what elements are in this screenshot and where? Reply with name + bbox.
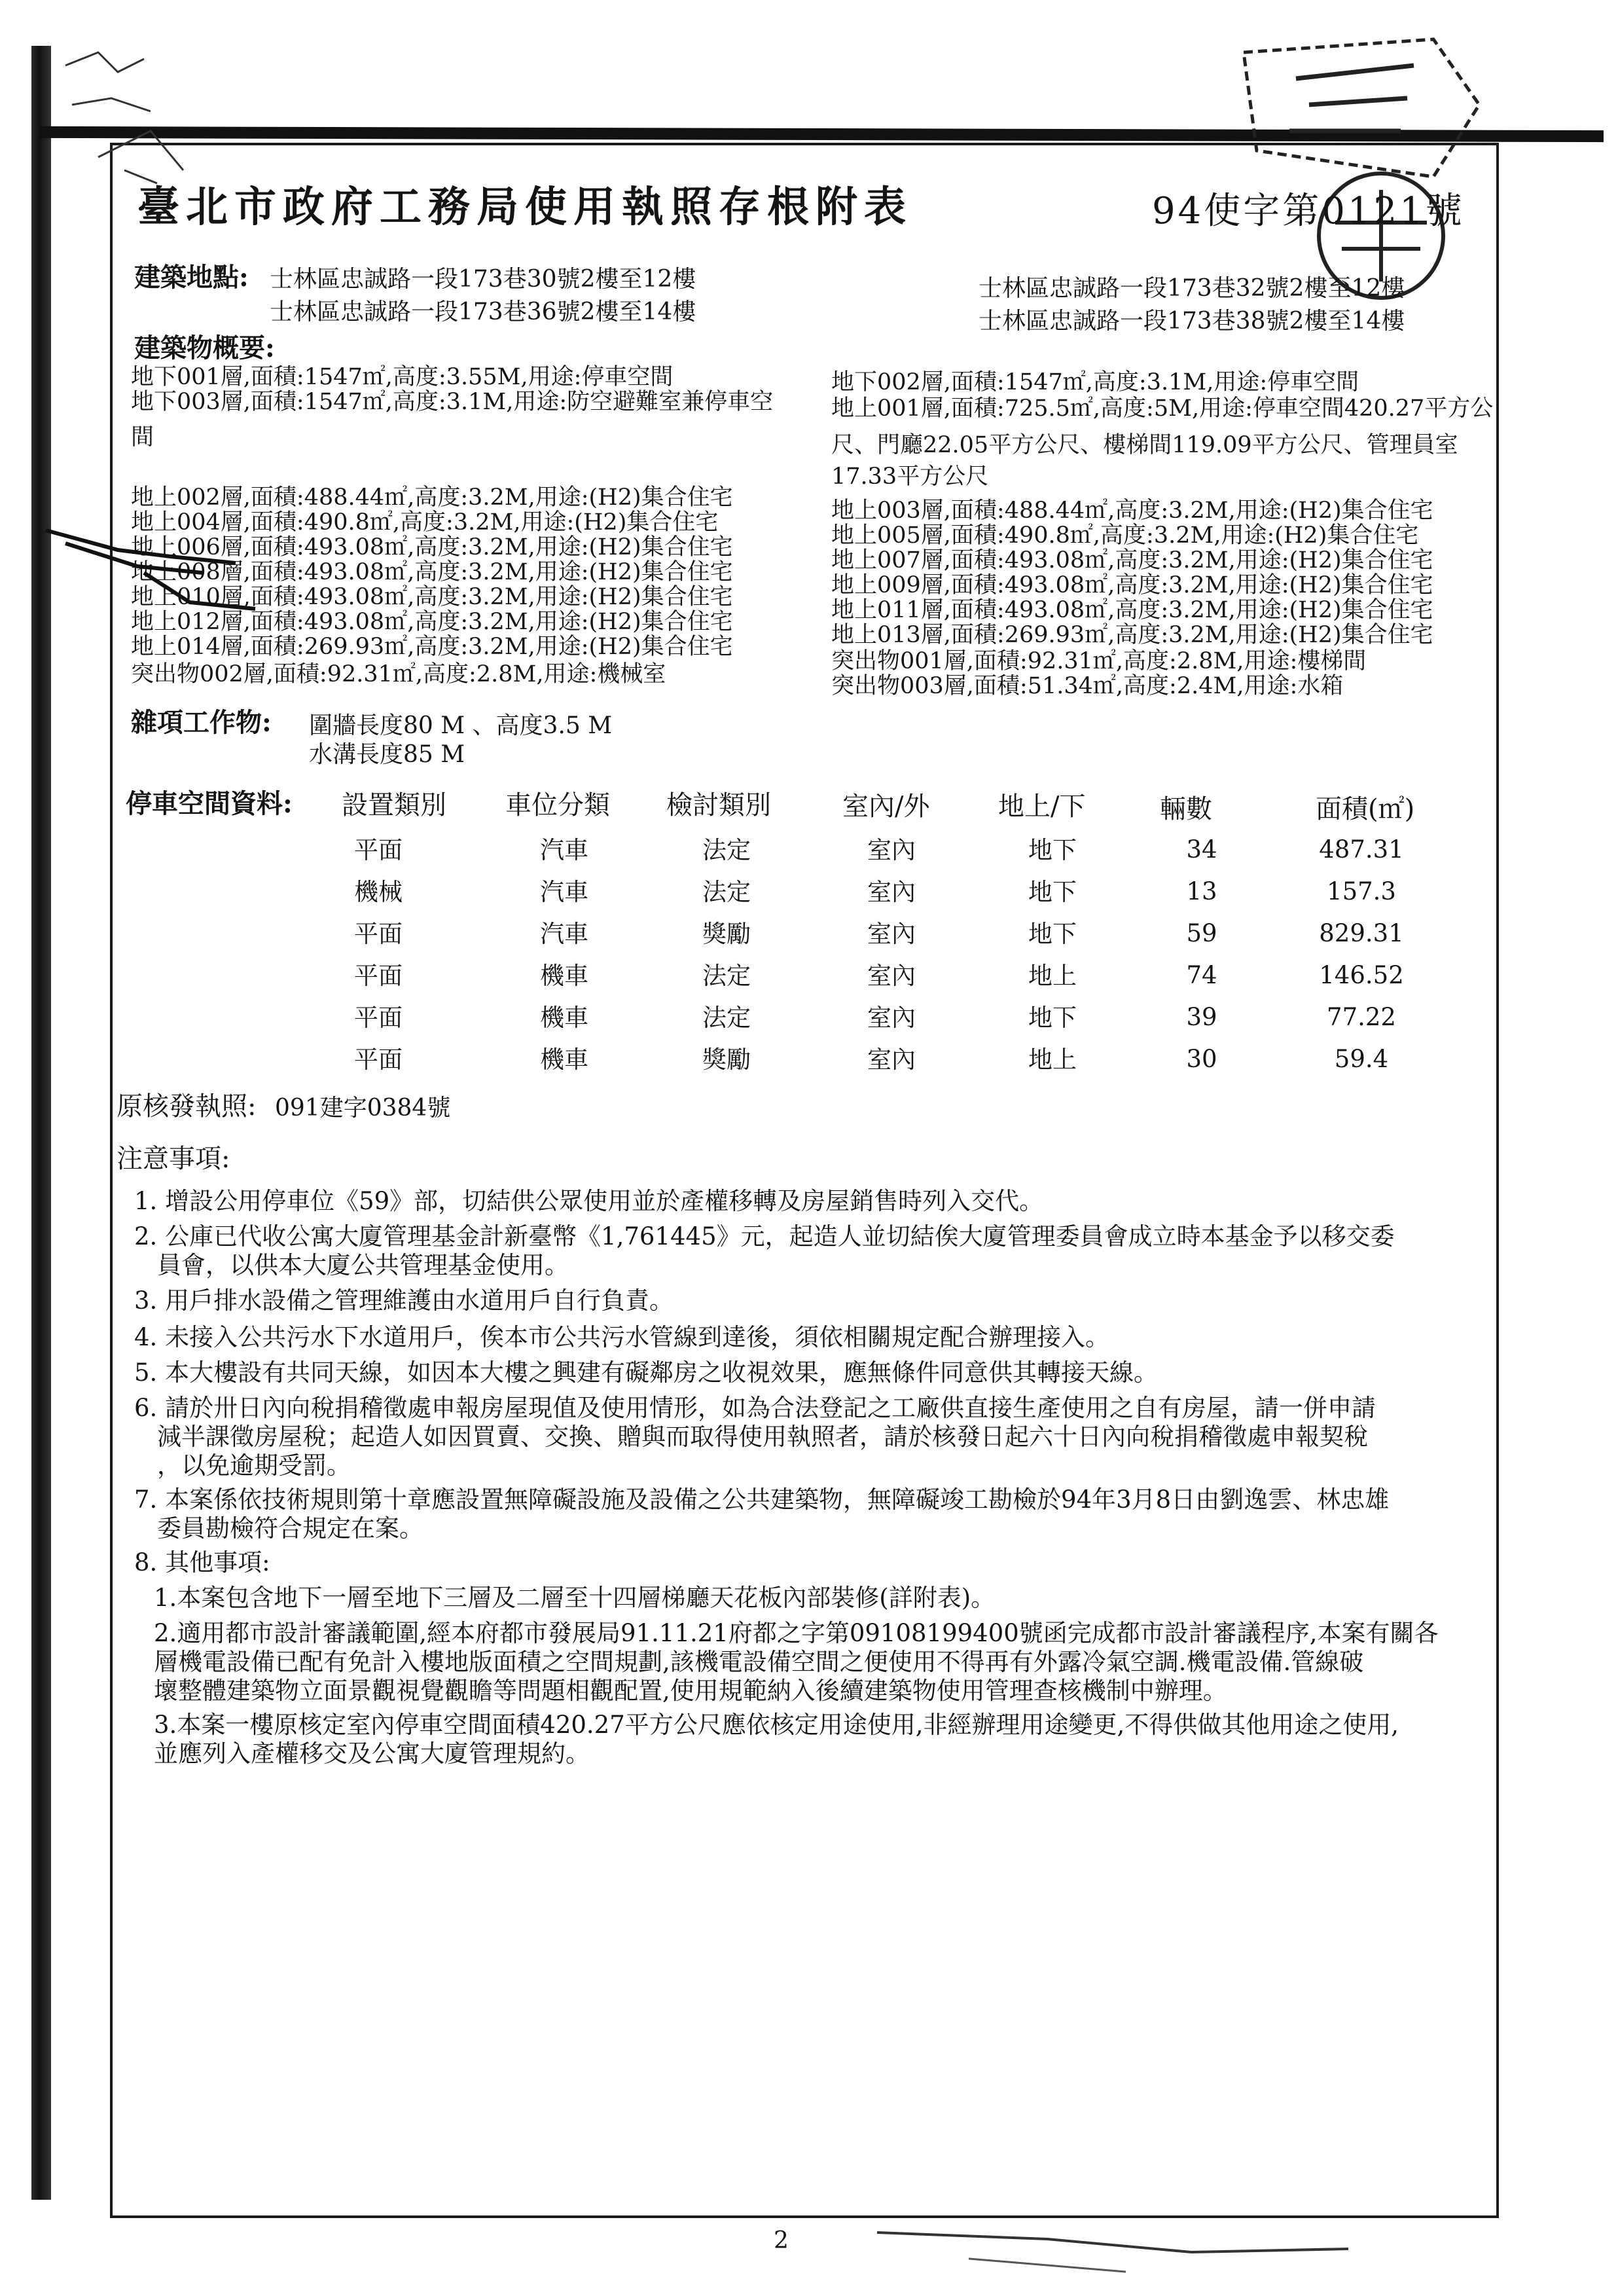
parking-cell: 59 <box>1186 919 1217 947</box>
parking-header: 面積(㎡) <box>1316 794 1415 824</box>
parking-cell: 地上 <box>1028 1046 1077 1074</box>
parking-cell: 室內 <box>867 962 916 990</box>
parking-cell: 汽車 <box>540 836 588 864</box>
parking-cell: 平面 <box>354 836 403 864</box>
parking-cell: 汽車 <box>540 878 588 906</box>
parking-header: 室內/外 <box>842 792 930 822</box>
permit-number: 94使字第0121號 <box>1152 190 1465 232</box>
note-line: 員會，以供本大廈公共管理基金使用。 <box>157 1251 569 1279</box>
note-line: 層機電設備已配有免計入樓地版面積之空間規劃,該機電設備空間之便使用不得再有外露冷氣空調.機電設備.管線破 <box>154 1648 1364 1676</box>
parking-cell: 77.22 <box>1327 1003 1396 1031</box>
note-line: 4. 未接入公共污水下水道用戶，俟本市公共污水管線到達後，須依相關規定配合辦理接入。 <box>134 1323 1110 1351</box>
overview-label: 建築物概要: <box>134 333 275 363</box>
site-address-4: 士林區忠誠路一段173巷38號2樓至14樓 <box>979 308 1405 335</box>
note-line: ，以免逾期受罰。 <box>157 1451 351 1480</box>
misc-line: 水溝長度85 M <box>309 741 465 768</box>
original-permit-value: 091建字0384號 <box>275 1095 451 1121</box>
parking-cell: 室內 <box>867 878 916 906</box>
note-line: 3.本案一樓原核定室內停車空間面積420.27平方公尺應依核定用途使用,非經辦理用途變更,不得供做其他用途之使用, <box>154 1711 1399 1739</box>
parking-cell: 13 <box>1186 877 1217 905</box>
parking-cell: 地上 <box>1028 962 1077 990</box>
overview-left-line: 地上006層,面積:493.08㎡,高度:3.2M,用途:(H2)集合住宅 <box>131 534 733 560</box>
misc-label: 雜項工作物: <box>131 707 272 738</box>
parking-cell: 平面 <box>354 1046 403 1074</box>
parking-cell: 機車 <box>540 1046 588 1074</box>
parking-cell: 法定 <box>702 1004 751 1032</box>
site-label: 建築地點: <box>134 262 249 293</box>
parking-cell: 地下 <box>1028 878 1077 906</box>
parking-header: 輛數 <box>1160 794 1212 824</box>
note-line: 6. 請於卅日內向稅捐稽徵處申報房屋現值及使用情形，如為合法登記之工廠供直接生產使用之自有房屋，請一併申請 <box>134 1394 1376 1422</box>
overview-right-line: 突出物003層,面積:51.34㎡,高度:2.4M,用途:水箱 <box>831 673 1344 699</box>
overview-left-line: 地上008層,面積:493.08㎡,高度:3.2M,用途:(H2)集合住宅 <box>131 559 733 585</box>
misc-line: 圍牆長度80 M 、高度3.5 M <box>309 712 613 739</box>
overview-left-line: 間 <box>131 424 154 450</box>
overview-right-line: 地上013層,面積:269.93㎡,高度:3.2M,用途:(H2)集合住宅 <box>831 622 1433 648</box>
note-line: 2. 公庫已代收公寓大廈管理基金計新臺幣《1,761445》元，起造人並切結俟大廈管理委員會成立時本基金予以移交委 <box>134 1222 1395 1250</box>
note-line: 8. 其他事項: <box>134 1548 270 1576</box>
parking-cell: 獎勵 <box>702 920 751 948</box>
parking-cell: 機械 <box>354 878 403 906</box>
parking-cell: 室內 <box>867 1004 916 1032</box>
parking-cell: 汽車 <box>540 920 588 948</box>
parking-label: 停車空間資料: <box>126 788 293 819</box>
note-line: 委員勘檢符合規定在案。 <box>157 1514 423 1542</box>
parking-cell: 487.31 <box>1319 835 1404 864</box>
parking-header: 檢討類別 <box>666 790 771 820</box>
parking-cell: 39 <box>1186 1003 1217 1031</box>
overview-right-line: 地上011層,面積:493.08㎡,高度:3.2M,用途:(H2)集合住宅 <box>831 597 1433 623</box>
site-address-3: 士林區忠誠路一段173巷32號2樓至12樓 <box>979 275 1405 302</box>
note-line: 壞整體建築物立面景觀視覺觀瞻等問題相觀配置,使用規範納入後續建築物使用管理查核機制中辦理。 <box>154 1677 1227 1705</box>
overview-right-line: 尺、門廳22.05平方公尺、樓梯間119.09平方公尺、管理員室 <box>831 432 1458 458</box>
parking-cell: 平面 <box>354 962 403 990</box>
parking-header: 車位分類 <box>505 790 610 820</box>
note-line: 減半課徵房屋稅；起造人如因買賣、交換、贈與而取得使用執照者，請於核發日起六十日內向稅捐稽徵處申報契稅 <box>157 1423 1368 1451</box>
parking-cell: 法定 <box>702 962 751 990</box>
official-seal-stamp <box>1217 26 1492 301</box>
note-line: 1. 增設公用停車位《59》部，切結供公眾使用並於產權移轉及房屋銷售時列入交代。 <box>134 1187 1044 1215</box>
overview-left-line: 突出物002層,面積:92.31㎡,高度:2.8M,用途:機械室 <box>131 661 666 687</box>
parking-cell: 室內 <box>867 1046 916 1074</box>
parking-cell: 獎勵 <box>702 1046 751 1074</box>
corner-marks <box>59 39 216 196</box>
notes-label: 注意事項: <box>117 1144 230 1174</box>
parking-cell: 34 <box>1186 835 1217 864</box>
note-line: 2.適用都市設計審議範圍,經本府都市發展局91.11.21府都之字第09108199400號函完成都市設計審議程序,本案有關各 <box>154 1619 1439 1647</box>
overview-left-line: 地上010層,面積:493.08㎡,高度:3.2M,用途:(H2)集合住宅 <box>131 584 733 610</box>
scan-edge-shadow <box>31 46 51 2200</box>
overview-right-line: 17.33平方公尺 <box>831 464 989 490</box>
parking-cell: 平面 <box>354 1004 403 1032</box>
parking-header: 地上/下 <box>998 792 1086 822</box>
overview-right-line: 地上009層,面積:493.08㎡,高度:3.2M,用途:(H2)集合住宅 <box>831 572 1433 598</box>
overview-right-line: 地上001層,面積:725.5㎡,高度:5M,用途:停車空間420.27平方公 <box>831 395 1494 422</box>
parking-cell: 室內 <box>867 836 916 864</box>
overview-right-line: 突出物001層,面積:92.31㎡,高度:2.8M,用途:樓梯間 <box>831 648 1367 674</box>
overview-left-line: 地上004層,面積:490.8㎡,高度:3.2M,用途:(H2)集合住宅 <box>131 509 719 536</box>
overview-left-line: 地上014層,面積:269.93㎡,高度:3.2M,用途:(H2)集合住宅 <box>131 634 733 660</box>
overview-right-line: 地下002層,面積:1547㎡,高度:3.1M,用途:停車空間 <box>831 369 1359 395</box>
overview-left-line: 地下001層,面積:1547㎡,高度:3.55M,用途:停車空間 <box>131 364 674 390</box>
parking-cell: 平面 <box>354 920 403 948</box>
page-number: 2 <box>774 2227 789 2254</box>
note-line: 5. 本大樓設有共同天線，如因本大樓之興建有礙鄰房之收視效果，應無條件同意供其轉接天線。 <box>134 1358 1159 1387</box>
overview-left-line: 地上012層,面積:493.08㎡,高度:3.2M,用途:(H2)集合住宅 <box>131 609 733 635</box>
parking-cell: 829.31 <box>1319 919 1404 947</box>
parking-cell: 146.52 <box>1319 961 1404 989</box>
site-address-2: 士林區忠誠路一段173巷36號2樓至14樓 <box>270 299 696 325</box>
bottom-smudge <box>851 2213 1375 2278</box>
pen-scribble <box>39 511 314 629</box>
overview-right-line: 地上005層,面積:490.8㎡,高度:3.2M,用途:(H2)集合住宅 <box>831 522 1419 549</box>
overview-right-line: 地上003層,面積:488.44㎡,高度:3.2M,用途:(H2)集合住宅 <box>831 498 1433 524</box>
parking-cell: 機車 <box>540 1004 588 1032</box>
parking-cell: 59.4 <box>1334 1045 1389 1073</box>
parking-cell: 地下 <box>1028 836 1077 864</box>
note-line: 並應列入產權移交及公寓大廈管理規約。 <box>154 1740 590 1768</box>
parking-cell: 法定 <box>702 836 751 864</box>
original-permit-label: 原核發執照: <box>117 1091 257 1121</box>
note-line: 3. 用戶排水設備之管理維護由水道用戶自行負責。 <box>134 1286 674 1315</box>
overview-left-line: 地下003層,面積:1547㎡,高度:3.1M,用途:防空避難室兼停車空 <box>131 389 774 415</box>
parking-cell: 機車 <box>540 962 588 990</box>
note-line: 1.本案包含地下一層至地下三層及二層至十四層梯廳天花板內部裝修(詳附表)。 <box>154 1584 996 1612</box>
parking-cell: 地下 <box>1028 920 1077 948</box>
overview-left-line: 地上002層,面積:488.44㎡,高度:3.2M,用途:(H2)集合住宅 <box>131 484 733 511</box>
parking-cell: 室內 <box>867 920 916 948</box>
parking-header: 設置類別 <box>342 790 446 820</box>
site-address-1: 士林區忠誠路一段173巷30號2樓至12樓 <box>270 266 696 293</box>
overview-right-line: 地上007層,面積:493.08㎡,高度:3.2M,用途:(H2)集合住宅 <box>831 547 1433 574</box>
parking-cell: 74 <box>1186 961 1217 989</box>
page-title: 臺北市政府工務局使用執照存根附表 <box>137 183 912 232</box>
parking-cell: 157.3 <box>1327 877 1396 905</box>
parking-cell: 法定 <box>702 878 751 906</box>
parking-cell: 地下 <box>1028 1004 1077 1032</box>
parking-cell: 30 <box>1186 1045 1217 1073</box>
note-line: 7. 本案係依技術規則第十章應設置無障礙設施及設備之公共建築物，無障礙竣工勘檢於94年3月8日由劉逸雲、林忠雄 <box>134 1485 1390 1514</box>
